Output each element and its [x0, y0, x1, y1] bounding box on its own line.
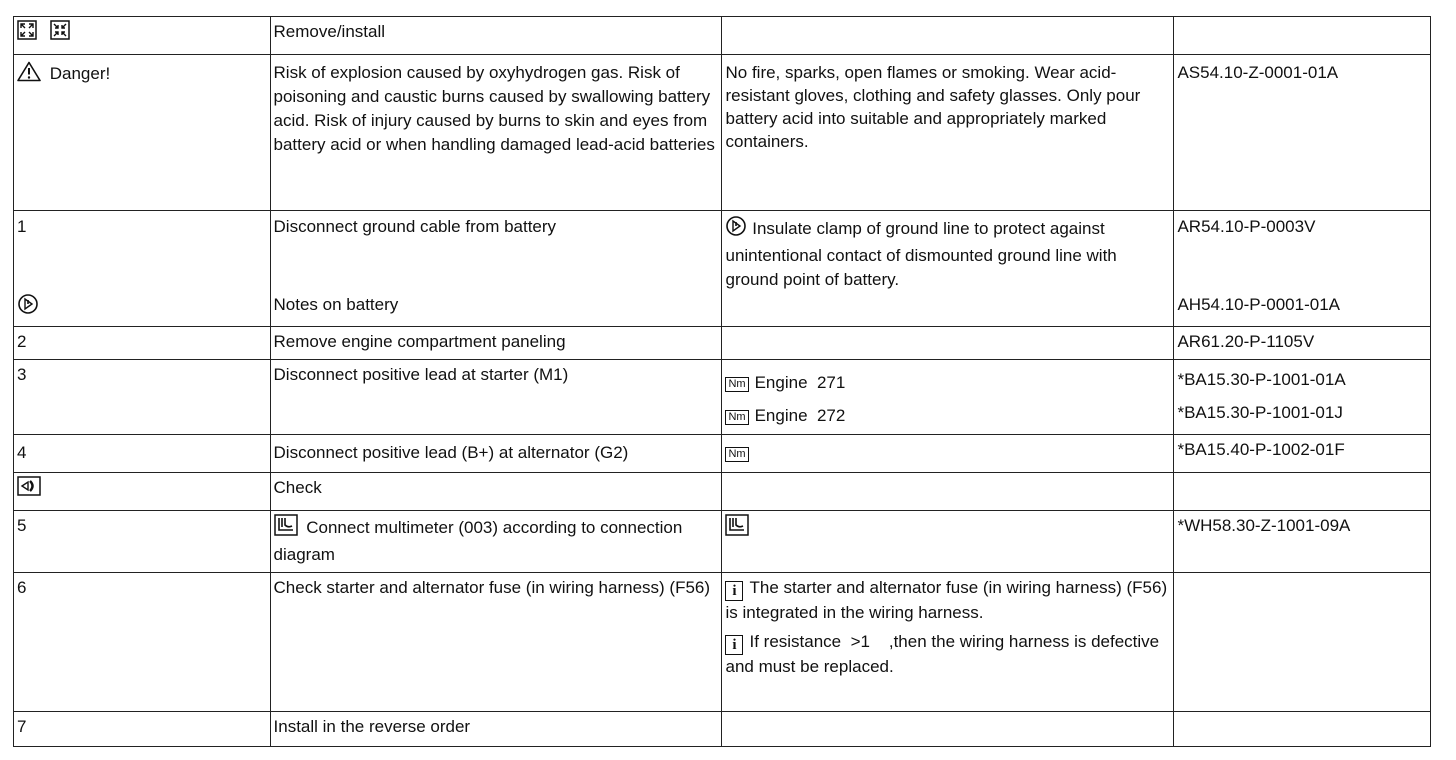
multimeter-icon: [274, 514, 298, 543]
step-number: 3: [14, 360, 271, 435]
ref-link[interactable]: AS54.10-Z-0001-01A: [1174, 55, 1431, 211]
action-text: Connect multimeter (003) according to connection diagram: [273, 518, 683, 564]
step-cell: [14, 211, 271, 327]
table-row: [14, 360, 1431, 435]
action-text: Disconnect ground cable from battery: [273, 217, 557, 236]
note-cell: [722, 211, 1174, 327]
note-cell: [722, 712, 1174, 747]
step-number: 4: [14, 435, 271, 473]
note-cell: [722, 473, 1174, 511]
table-row: [14, 712, 1431, 747]
note-cell: [722, 17, 1174, 55]
ref-cell: [1174, 473, 1431, 511]
danger-label: Danger!: [49, 64, 111, 83]
table-row: [14, 327, 1431, 360]
table-row: [14, 511, 1431, 573]
step-number: 2: [14, 327, 271, 360]
step-number: 7: [14, 712, 271, 747]
torque-icon: Nm: [725, 377, 748, 392]
info-text: The starter and alternator fuse (in wiring harness) (F56) is integrated in the wiring harness.: [725, 578, 1168, 622]
torque-icon: Nm: [725, 447, 748, 462]
table-row: [14, 573, 1431, 712]
ref-link[interactable]: *BA15.40-P-1002-01F: [1174, 435, 1431, 473]
note-cell: [722, 435, 1174, 473]
ref-link[interactable]: *BA15.30-P-1001-01A: [1177, 370, 1346, 389]
ref-link[interactable]: AR54.10-P-0003V: [1177, 217, 1316, 236]
info-icon: i: [725, 635, 743, 655]
note-cell: [722, 573, 1174, 712]
action-cell: Risk of explosion caused by oxyhydrogen gas. Risk of poisoning and caustic burns caused by swallowing battery acid. Risk of injury caused by burns to skin and eyes from battery acid or when handling damaged lead-acid batteries: [270, 55, 722, 211]
action-cell: [270, 211, 722, 327]
engine-text: Engine 271: [754, 373, 846, 392]
info-icon: i: [725, 581, 743, 601]
ref-cell: [1174, 712, 1431, 747]
action-cell: Disconnect positive lead at starter (M1): [270, 360, 722, 435]
table-row: [14, 17, 1431, 55]
notes-icon: [725, 215, 747, 244]
multimeter-icon: [725, 514, 749, 543]
step-number: 6: [14, 573, 271, 712]
torque-icon: Nm: [725, 410, 748, 425]
note-cell: [722, 511, 1174, 573]
ref-link[interactable]: AR61.20-P-1105V: [1174, 327, 1431, 360]
step-cell: [14, 473, 271, 511]
remove-icon: [17, 20, 37, 47]
sub-action-text: Notes on battery: [273, 295, 399, 314]
action-cell: Install in the reverse order: [270, 712, 722, 747]
action-cell: Disconnect positive lead (B+) at alternator (G2): [270, 435, 722, 473]
ref-cell: [1174, 573, 1431, 712]
ref-cell: [1174, 360, 1431, 435]
warning-triangle-icon: [17, 61, 41, 89]
ref-link[interactable]: *WH58.30-Z-1001-09A: [1174, 511, 1431, 573]
ref-link[interactable]: AH54.10-P-0001-01A: [1177, 295, 1340, 314]
table-row: [14, 473, 1431, 511]
table-row: [14, 55, 1431, 211]
ref-link[interactable]: *BA15.30-P-1001-01J: [1177, 403, 1343, 422]
step-cell: [14, 17, 271, 55]
note-cell: [722, 327, 1174, 360]
ref-cell: [1174, 211, 1431, 327]
step-number: 5: [14, 511, 271, 573]
action-cell: Remove/install: [270, 17, 722, 55]
step-number: 1: [17, 217, 27, 236]
engine-text: Engine 272: [754, 406, 846, 425]
step-cell: [14, 55, 271, 211]
table-row: [14, 435, 1431, 473]
action-cell: Check starter and alternator fuse (in wiring harness) (F56): [270, 573, 722, 712]
note-cell: No fire, sparks, open flames or smoking. Wear acid-resistant gloves, clothing and safety glasses. Only pour battery acid into suitable and appropriately marked containers.: [722, 55, 1174, 211]
action-cell: [270, 511, 722, 573]
action-cell: Remove engine compartment paneling: [270, 327, 722, 360]
check-icon: [17, 476, 41, 503]
install-icon: [50, 20, 70, 47]
table-row: [14, 211, 1431, 327]
note-text: Insulate clamp of ground line to protect against unintentional contact of dismounted ground line with ground point of battery.: [725, 219, 1117, 289]
notes-icon: [17, 293, 39, 322]
procedure-table: [13, 16, 1431, 747]
action-cell: Check: [270, 473, 722, 511]
ref-cell: [1174, 17, 1431, 55]
info-text: If resistance >1 ,then the wiring harness is defective and must be replaced.: [725, 632, 1164, 676]
note-cell: [722, 360, 1174, 435]
